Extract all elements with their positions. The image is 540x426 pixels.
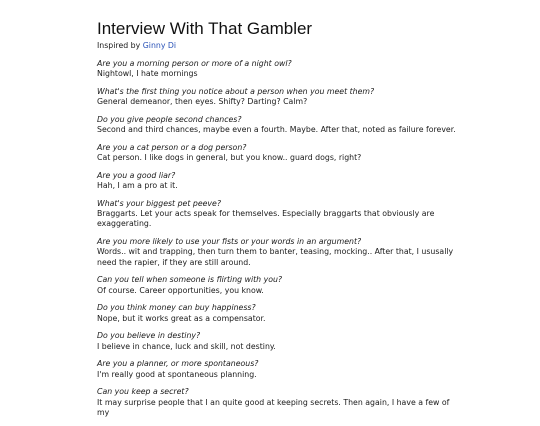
question: Are you a planner, or more spontaneous? [97,359,259,369]
qa-item [97,199,457,230]
qa-item [97,303,457,323]
answer: Second and third chances, maybe even a fourth. Maybe. After that, noted as failure forever. [97,125,456,135]
question: Do you think money can buy happiness? [97,303,256,313]
qa-item [97,59,457,79]
question: Are you a good liar? [97,171,176,180]
qa-item [97,143,457,163]
qa-item [97,237,457,268]
answer: I'm really good at spontaneous planning. [97,369,257,379]
qa-list [97,59,457,426]
qa-item [97,171,457,191]
qa-item [97,331,457,351]
question: What's the first thing you notice about a person when you meet them? [97,87,375,96]
qa-item [97,387,457,418]
byline [97,41,176,51]
answer: Words.. wit and trapping, then turn them to banter, teasing, mocking.. After that, I ususally need the rapier, if they are still around. [97,247,454,267]
question: Do you give people second chances? [97,115,242,124]
answer: General demeanor, then eyes. Shifty? Darting? Calm? [97,97,308,107]
question: What's your biggest pet peeve? [97,199,221,208]
qa-item [97,115,457,135]
answer: Hah, I am a pro at it. [97,181,178,191]
answer: It may surprise people that I an quite good at keeping secrets. Then again, I have a few of my [97,397,450,417]
qa-item [97,275,457,295]
page-title: Interview With That Gambler [97,19,313,38]
question: Are you more likely to use your fists or your words in an argument? [97,237,362,247]
question: Do you believe in destiny? [97,331,201,341]
answer: I believe in chance, luck and skill, not destiny. [97,341,276,351]
question: Are you a cat person or a dog person? [97,143,247,152]
question: Can you keep a secret? [97,387,189,397]
answer: Nightowl, I hate mornings [97,69,198,79]
qa-item [97,359,457,379]
question: Can you tell when someone is flirting with you? [97,275,283,285]
question: Are you a morning person or more of a night owl? [97,59,292,68]
byline-prefix: Inspired by [97,41,143,50]
author-link[interactable]: Ginny Di [142,41,177,50]
answer: Nope, but it works great as a compensator. [97,313,266,323]
answer: Cat person. I like dogs in general, but you know.. guard dogs, right? [97,153,362,163]
answer: Braggarts. Let your acts speak for themselves. Especially braggarts that obviously are exaggerating. [97,209,435,229]
answer: Of course. Career opportunities, you know. [97,285,264,295]
qa-item [97,87,457,107]
